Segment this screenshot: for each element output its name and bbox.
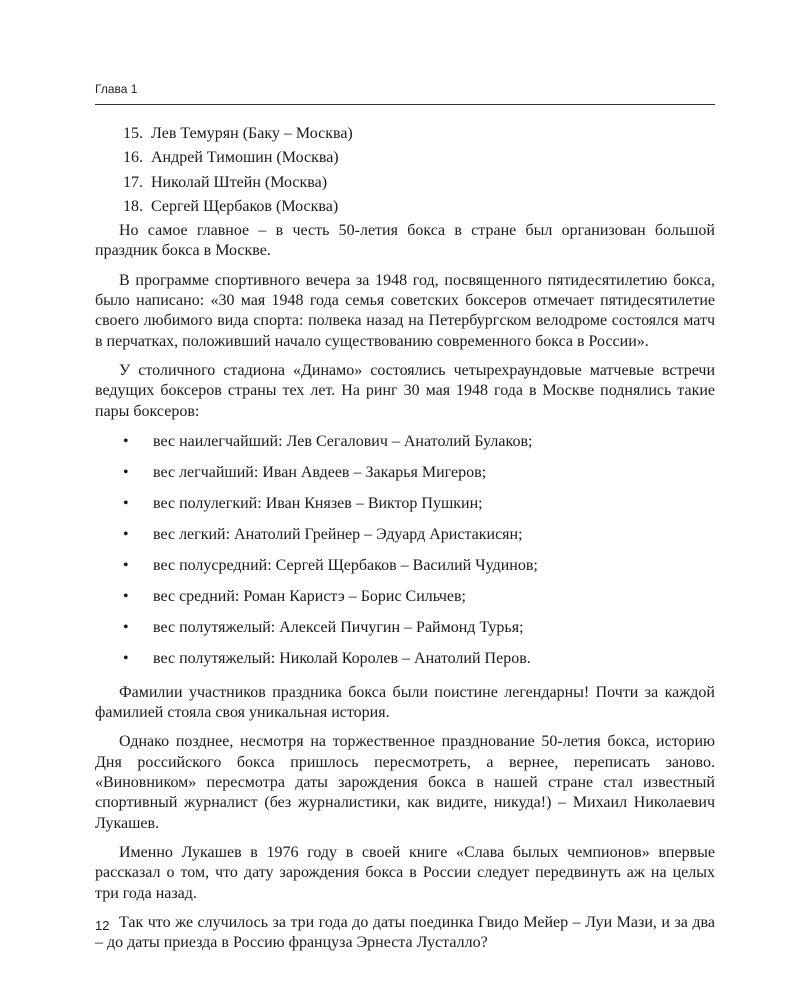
- bullet-item: [95, 618, 715, 638]
- bullet-text: вес полулегкий: Иван Князев – Виктор Пушкин;: [153, 494, 483, 512]
- list-item: [95, 173, 715, 193]
- paragraph: У столичного стадиона «Динамо» состоялись четырехраундовые матчевые встречи ведущих боксеров страны тех лет. На ринг 30 мая 1948 года в Москве поднялись такие пары боксеров:: [95, 361, 715, 420]
- list-item-number: 15.: [123, 125, 143, 142]
- bullet-item: [95, 556, 715, 576]
- paragraph: Фамилии участников праздника бокса были поистине легендарны! Почти за каждой фамилией стояла своя уникальная история.: [95, 683, 715, 722]
- paragraph: Именно Лукашев в 1976 году в своей книге «Слава былых чемпионов» впервые рассказал о том, что дату зарождения бокса в России следует передвинуть аж на целых три года назад.: [95, 843, 715, 902]
- bullet-text: вес наилегчайший: Лев Сегалович – Анатолий Булаков;: [153, 432, 533, 450]
- list-item: [95, 197, 715, 217]
- list-item-number: 18.: [123, 197, 143, 215]
- bullet-item: [95, 525, 715, 545]
- list-item-text: Лев Темурян (Баку – Москва): [151, 125, 353, 142]
- bullet-text: вес полутяжелый: Алексей Пичугин – Раймонд Турья;: [153, 618, 524, 636]
- bullet-item: [95, 494, 715, 514]
- bullet-item: [95, 432, 715, 452]
- bullet-icon: •: [123, 525, 129, 543]
- running-head: Глава 1: [95, 82, 138, 96]
- bullet-icon: •: [123, 587, 129, 605]
- bullet-text: вес полусредний: Сергей Щербаков – Василий Чудинов;: [153, 556, 538, 574]
- list-item-number: 17.: [123, 173, 143, 191]
- list-item: [95, 124, 715, 144]
- bullet-text: вес средний: Роман Каристэ – Борис Сильчев;: [153, 587, 466, 605]
- header-rule: [95, 104, 715, 105]
- list-item-text: Николай Штейн (Москва): [151, 173, 328, 191]
- list-item-text: Андрей Тимошин (Москва): [151, 149, 339, 167]
- list-item: [95, 148, 715, 168]
- bullet-list: [95, 432, 715, 669]
- list-item-number: 16.: [123, 149, 143, 167]
- paragraph: Однако позднее, несмотря на торжественное празднование 50-летия бокса, историю Дня российского бокса пришлось пересмотреть, а вернее, переписать заново. «Виновником» пересмотра даты зарождения бокса в нашей стране стал известный спортивный журналист (без журналистики, как видите, никуда!) – Михаил Николаевич Лукашев.: [95, 733, 715, 832]
- bullet-text: вес легчайший: Иван Авдеев – Закарья Мигеров;: [153, 463, 487, 481]
- bullet-text: вес легкий: Анатолий Грейнер – Эдуард Аристакисян;: [153, 525, 523, 543]
- bullet-item: [95, 649, 715, 669]
- numbered-list: [95, 124, 715, 217]
- bullet-icon: •: [123, 432, 129, 450]
- paragraph: Но самое главное – в честь 50-летия бокса в стране был организован большой праздник бокса в Москве.: [95, 222, 715, 260]
- bullet-item: [95, 463, 715, 483]
- bullet-text: вес полутяжелый: Николай Королев – Анатолий Перов.: [153, 649, 531, 667]
- paragraph: В программе спортивного вечера за 1948 год, посвященного пятидесятилетию бокса, было написано: «30 мая 1948 года семья советских боксеров отмечает пятидесятилетие своего любимого вида спорта: полвека назад на Петербургском велодроме состоялся матч в перчатках, положивший начало существованию современного бокса в России».: [95, 271, 715, 350]
- bullet-icon: •: [123, 556, 129, 574]
- bullet-icon: •: [123, 463, 129, 481]
- bullet-icon: •: [123, 649, 129, 667]
- list-item-text: Сергей Щербаков (Москва): [151, 197, 339, 215]
- page-body: [95, 124, 715, 962]
- bullet-icon: •: [123, 494, 129, 512]
- page-number: 12: [95, 918, 110, 933]
- bullet-item: [95, 587, 715, 607]
- bullet-icon: •: [123, 618, 129, 636]
- paragraph: Так что же случилось за три года до даты поединка Гвидо Мейер – Луи Мази, и за два – до даты приезда в Россию француза Эрнеста Лусталло?: [95, 913, 715, 952]
